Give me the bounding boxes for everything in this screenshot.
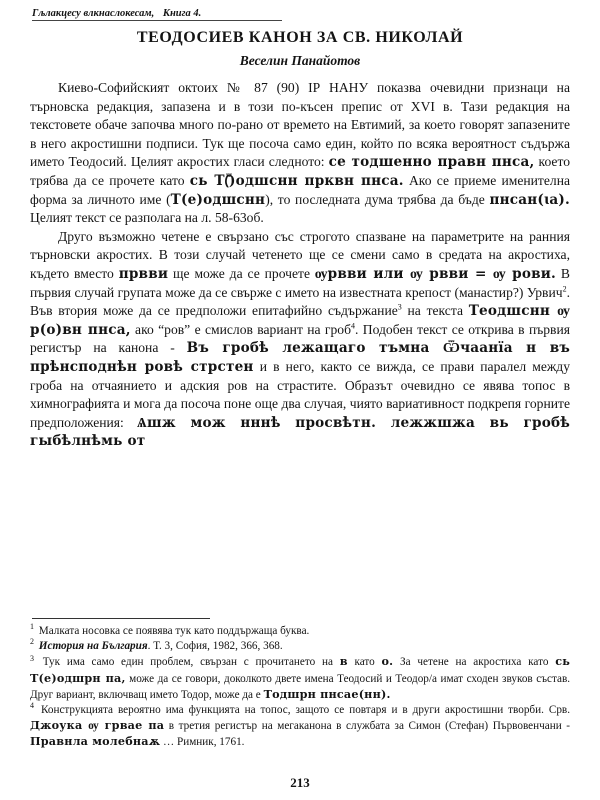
- p1-slavonic-1: се тодшенно правн пнса,: [328, 154, 535, 171]
- footnote-3-slavonic-4: Тодшрн пнсае(нн).: [263, 686, 391, 701]
- footnote-3: [30, 654, 570, 703]
- footnote-4-slavonic-2: Правнла молебнаѫ: [30, 734, 161, 749]
- paragraph-2: [30, 228, 570, 451]
- footnote-3-text-2: като: [354, 656, 375, 669]
- p1-text-5: Целият текст се разполага на л. 58-63об.: [30, 210, 264, 226]
- footnote-3-number: 3: [30, 653, 34, 663]
- page-number: 213: [290, 775, 310, 790]
- footnote-2-text: . Т. 3, София, 1982, 366, 368.: [147, 640, 283, 653]
- footnote-4-slavonic-1: Джоука ѹ грвае па: [30, 718, 165, 733]
- footnote-2: [30, 639, 570, 654]
- footnote-1-text: Малката носовка се появява тук като поддържаща буква.: [38, 625, 310, 637]
- footnote-3-slavonic-3: сь Т(е)одшрн па,: [30, 654, 570, 685]
- running-head-book: Книга 4.: [162, 8, 202, 19]
- p2-text-5: на текста: [407, 303, 463, 319]
- p1-slavonic-3: Т(е)одшснн: [170, 191, 266, 208]
- p2-text-6: ако “ров” е смислов вариант на гроб: [135, 321, 352, 337]
- p1-slavonic-4: пнсан(ꙇа).: [489, 191, 570, 208]
- footnote-4-number: 4: [30, 701, 34, 711]
- p2-slavonic-2: ѹрвви или ѹ рвви = ѹ рови.: [314, 265, 556, 282]
- footnote-divider: [32, 618, 210, 619]
- running-head: [32, 8, 282, 21]
- p2-text-1: Друго възможно четене е свързано със строгото спазване на параметрите на ранния търновски акростих. В този случай четенето ще се смени само в средата на акростиха, където вместо: [30, 228, 570, 281]
- p2-text-2: ще може да се прочете: [173, 265, 311, 281]
- footnote-2-title: История на България: [38, 640, 148, 653]
- footnote-ref-3[interactable]: 3: [397, 302, 402, 312]
- footnote-4-text-3: … Римник, 1761.: [163, 736, 245, 749]
- footnotes: [30, 624, 570, 751]
- p2-text-7: . Подобен текст се открива в първия регистър на канона -: [30, 321, 570, 356]
- p2-text-8: и в него, както се вижда, се прави паралел между гроба на отчаянието и адския ров на страстите. Образът очевидно се явява топос в химнографията и мога да посоча поне още два случая, чиято вариативност подкрепя горните предположения:: [30, 358, 571, 430]
- p2-slavonic-5: Ѧшж мож нннѣ просвѣтн. лежжшжа вь гробѣ гыбѣлнѣмь от: [30, 414, 570, 450]
- footnote-3-text-1: Тук има само един проблем, свързан с прочитането на: [42, 656, 333, 669]
- running-head-series: Гљлакцесу влкнаслокесам,: [32, 8, 155, 19]
- footnote-3-text-4: може да се говори, доколкото двете имена Теодосий и Теодор/а имат сходен звуков състав. Друг вариант, включващ името Тодор, може да е: [30, 672, 571, 701]
- footnote-2-number: 2: [30, 637, 34, 647]
- footnote-1: [30, 624, 570, 639]
- footnote-ref-4[interactable]: 4: [351, 321, 356, 331]
- article-title: ТЕОДОСИЕВ КАНОН ЗА СВ. НИКОЛАЙ: [136, 29, 464, 46]
- footnote-3-text-3: За четене на акростиха като: [400, 656, 549, 669]
- footnote-1-number: 1: [30, 622, 34, 632]
- p2-slavonic-4: Въ гробѣ лежащаго тъмна Ѿчаанїа н въ прѣнсподнѣн ровѣ стрстен: [30, 340, 571, 375]
- footnote-ref-2[interactable]: 2: [562, 284, 567, 293]
- footnote-4-text-2: в третия регистър на мегаканона в службата за Симон (Стефан) Първовенчани -: [168, 720, 570, 733]
- p2-text-3: В първия случай групата може да се свърже с името на известната крепост (манастир?) Урвич: [30, 265, 570, 300]
- footnote-3-slavonic-2: о.: [381, 654, 394, 669]
- p2-slavonic-3: Теодшснн ѹ р(о)вн пнса,: [30, 303, 570, 338]
- p1-slavonic-2: сь Т(ꙻ)одшснн прквн пнса.: [189, 172, 404, 189]
- p2-slavonic-1: првви: [118, 265, 169, 282]
- footnote-3-slavonic-1: в: [339, 654, 348, 669]
- article-body: [30, 79, 570, 451]
- footnote-4: [30, 703, 570, 751]
- footnote-4-text-1: Конструкцията вероятно има функцията на топос, защото се повтаря и в други акростишни творби. Срв.: [40, 704, 570, 717]
- article-author: Веселин Панайотов: [239, 53, 361, 68]
- p1-text-4: ), то последната дума трябва да бъде: [265, 191, 485, 207]
- p1-text-3: Ако се приеме именителна форма за личното име (: [30, 172, 570, 207]
- p1-text-1: Киево-Софийският октоих № 87 (90) IР НАНУ показва очевидни признаци на търновска редакция, запазена и в този по-късен препис от XVI в. Тази редакция на текстовете обаче започва много по-рано от времето на Евтимий, за което говорят запазените в него акростишни подписи. Тук ще посоча само един, който по всяка вероятност съдържа името Теодосий. Целият акростих гласи следното:: [30, 80, 570, 170]
- p1-text-2: което трябва да се прочете като: [30, 154, 571, 188]
- paragraph-1: [30, 79, 570, 228]
- p2-text-4: . Във втория може да се предположи епитафийно съдържание: [30, 284, 570, 319]
